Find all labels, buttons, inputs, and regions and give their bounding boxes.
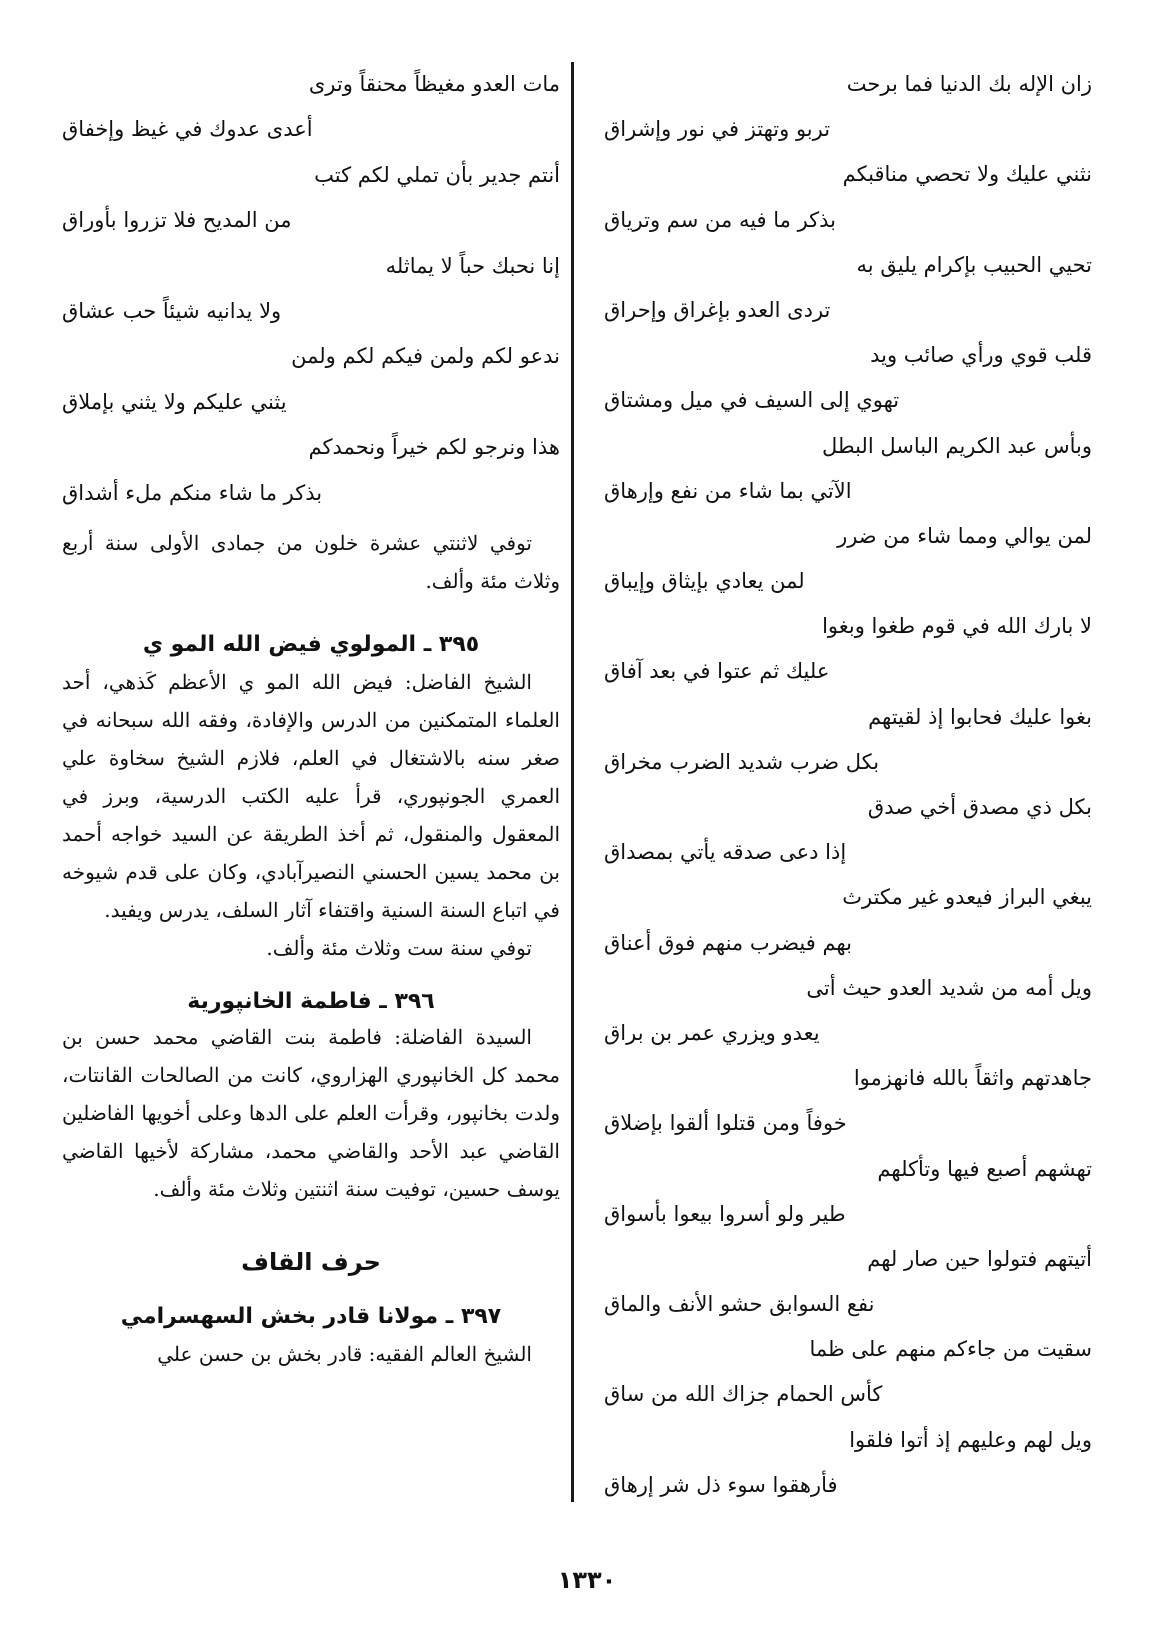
verse-line: يثني عليكم ولا يثني بإملاق	[62, 389, 287, 414]
entry-395-body	[62, 663, 560, 929]
verse-line: بذكر ما شاء منكم ملء أشداق	[62, 480, 323, 505]
verse-line: تربو وتهتز في نور وإشراق	[604, 117, 831, 142]
entry-396-body-text: السيدة الفاضلة: فاطمة بنت القاضي محمد حسن بن محمد كل الخانپوري الهزاروي، كانت من الصالحات القانتات، ولدت بخانپور، وقرأت العلم على الدها وعلى أخويها الفاضلين القاضي عبد الأحد والقاضي محمد، مشاركة لأخيها القاضي يوسف حسين، توفيت سنة اثنتين وثلاث مئة وألف.	[62, 1024, 560, 1201]
verse-line: عليك ثم عتوا في بعد آفاق	[604, 659, 830, 684]
verse-line: نثني عليك ولا تحصي مناقبكم	[842, 162, 1092, 187]
verse-line: ويل أمه من شديد العدو حيث أتى	[806, 975, 1092, 1000]
entry-396-heading: ٣٩٦ ـ فاطمة الخانپورية	[187, 988, 435, 1014]
right-column-poem	[604, 62, 1092, 1508]
entry-395-death	[62, 929, 560, 967]
verse-line: ويل لهم وعليهم إذ أتوا فلقوا	[849, 1427, 1092, 1452]
death-note	[62, 524, 560, 600]
verse-line: أعدى عدوك في غيظ وإخفاق	[62, 117, 313, 142]
verse-line: إنا نحبك حباً لا يماثله	[385, 253, 560, 278]
letter-section-heading: حرف القاف	[241, 1247, 381, 1276]
verse-line: سقيت من جاءكم منهم على ظما	[809, 1337, 1092, 1362]
death-note-text: توفي لاثنتي عشرة خلون من جمادى الأولى سنة أربع وثلاث مئة وألف.	[62, 530, 560, 593]
verse-line: تهشهم أصبع فيها وتأكلهم	[877, 1156, 1092, 1181]
verse-line: يعدو ويزري عمر بن براق	[604, 1020, 820, 1045]
page-number: ١٣٣٠	[557, 1566, 617, 1594]
verse-line: جاهدتهم واثقاً بالله فانهزموا	[853, 1066, 1092, 1091]
verse-line: قلب قوي ورأي صائب ويد	[870, 343, 1092, 368]
verse-line: وبأس عبد الكريم الباسل البطل	[821, 433, 1092, 458]
verse-line: لمن يعادي بإيثاق وإيباق	[604, 569, 805, 594]
verse-line: يبغي البراز فيعدو غير مكترث	[842, 885, 1092, 910]
entry-395-death-text: توفي سنة ست وثلاث مئة وألف.	[266, 935, 532, 960]
verse-line: زان الإله بك الدنيا فما برحت	[846, 72, 1092, 96]
left-column	[62, 62, 560, 1373]
verse-line: بهم فيضرب منهم فوق أعناق	[604, 930, 852, 955]
entry-397-body	[62, 1335, 560, 1373]
verse-line: من المديح فلا تزروا بأوراق	[62, 208, 292, 233]
verse-line: مات العدو مغيظاً محنقاً وترى	[308, 72, 560, 96]
verse-line: تحيي الحبيب بإكرام يليق به	[856, 252, 1092, 277]
verse-line: كأس الحمام جزاك الله من ساق	[604, 1382, 883, 1407]
verse-line: بغوا عليك فحابوا إذ لقيتهم	[868, 704, 1092, 729]
verse-line: خوفاً ومن قتلوا ألقوا بإضلاق	[604, 1111, 847, 1136]
entry-396-body	[62, 1018, 560, 1208]
entry-395-body-text: الشيخ الفاضل: فيض الله المو ي الأعظم كَذهي، أحد العلماء المتمكنين من الدرس والإفادة، وفقه الله سبحانه في صغر سنه بالاشتغال في العلم، فلازم الشيخ سخاوة علي العمري الجونپوري، قرأ عليه الكتب الدرسية، وبرز في المعقول والمنقول، ثم أخذ الطريقة عن السيد خواجه أحمد بن محمد يسين الحسني النصيرآبادي، وكان على قدم شيوخه في اتباع السنة السنية واقتفاء آثار السلف، يدرس ويفيد.	[62, 669, 560, 922]
verse-line: أنتم جدير بأن تملي لكم كتب	[314, 162, 560, 187]
verse-line: نفع السوابق حشو الأنف والماق	[604, 1292, 875, 1317]
verse-line: طير ولو أسروا بيعوا بأسواق	[604, 1201, 846, 1226]
verse-line: الآتي بما شاء من نفع وإرهاق	[604, 478, 852, 503]
entry-395-heading: ٣٩٥ ـ المولوي فيض الله المو ي	[142, 631, 480, 657]
verse-line: بذكر ما فيه من سم وترياق	[604, 207, 837, 232]
verse-line: ولا يدانيه شيئاً حب عشاق	[62, 298, 282, 323]
verse-line: أتيتهم فتولوا حين صار لهم	[867, 1246, 1092, 1271]
verse-line: إذا دعى صدقه يأتي بمصداق	[604, 840, 847, 865]
verse-line: لا بارك الله في قوم طغوا وبغوا	[822, 614, 1092, 639]
verse-line: بكل ضرب شديد الضرب مخراق	[604, 749, 880, 774]
verse-line: هذا ونرجو لكم خيراً ونحمدكم	[308, 435, 560, 460]
column-divider	[571, 62, 574, 1502]
entry-397-heading: ٣٩٧ ـ مولانا قادر بخش السهسرامي	[120, 1303, 502, 1329]
entry-397-body-text: الشيخ العالم الفقيه: قادر بخش بن حسن علي	[157, 1341, 532, 1366]
verse-line: بكل ذي مصدق أخي صدق	[867, 795, 1092, 819]
verse-line: ندعو لكم ولمن فيكم لكم ولمن	[291, 344, 560, 369]
verse-line: تردى العدو بإغراق وإحراق	[604, 297, 831, 322]
verse-line: لمن يوالي ومما شاء من ضرر	[837, 523, 1092, 548]
left-column-poem	[62, 62, 560, 516]
verse-line: فأرهقوا سوء ذل شر إرهاق	[604, 1472, 838, 1497]
verse-line: تهوي إلى السيف في ميل ومشتاق	[604, 388, 900, 413]
